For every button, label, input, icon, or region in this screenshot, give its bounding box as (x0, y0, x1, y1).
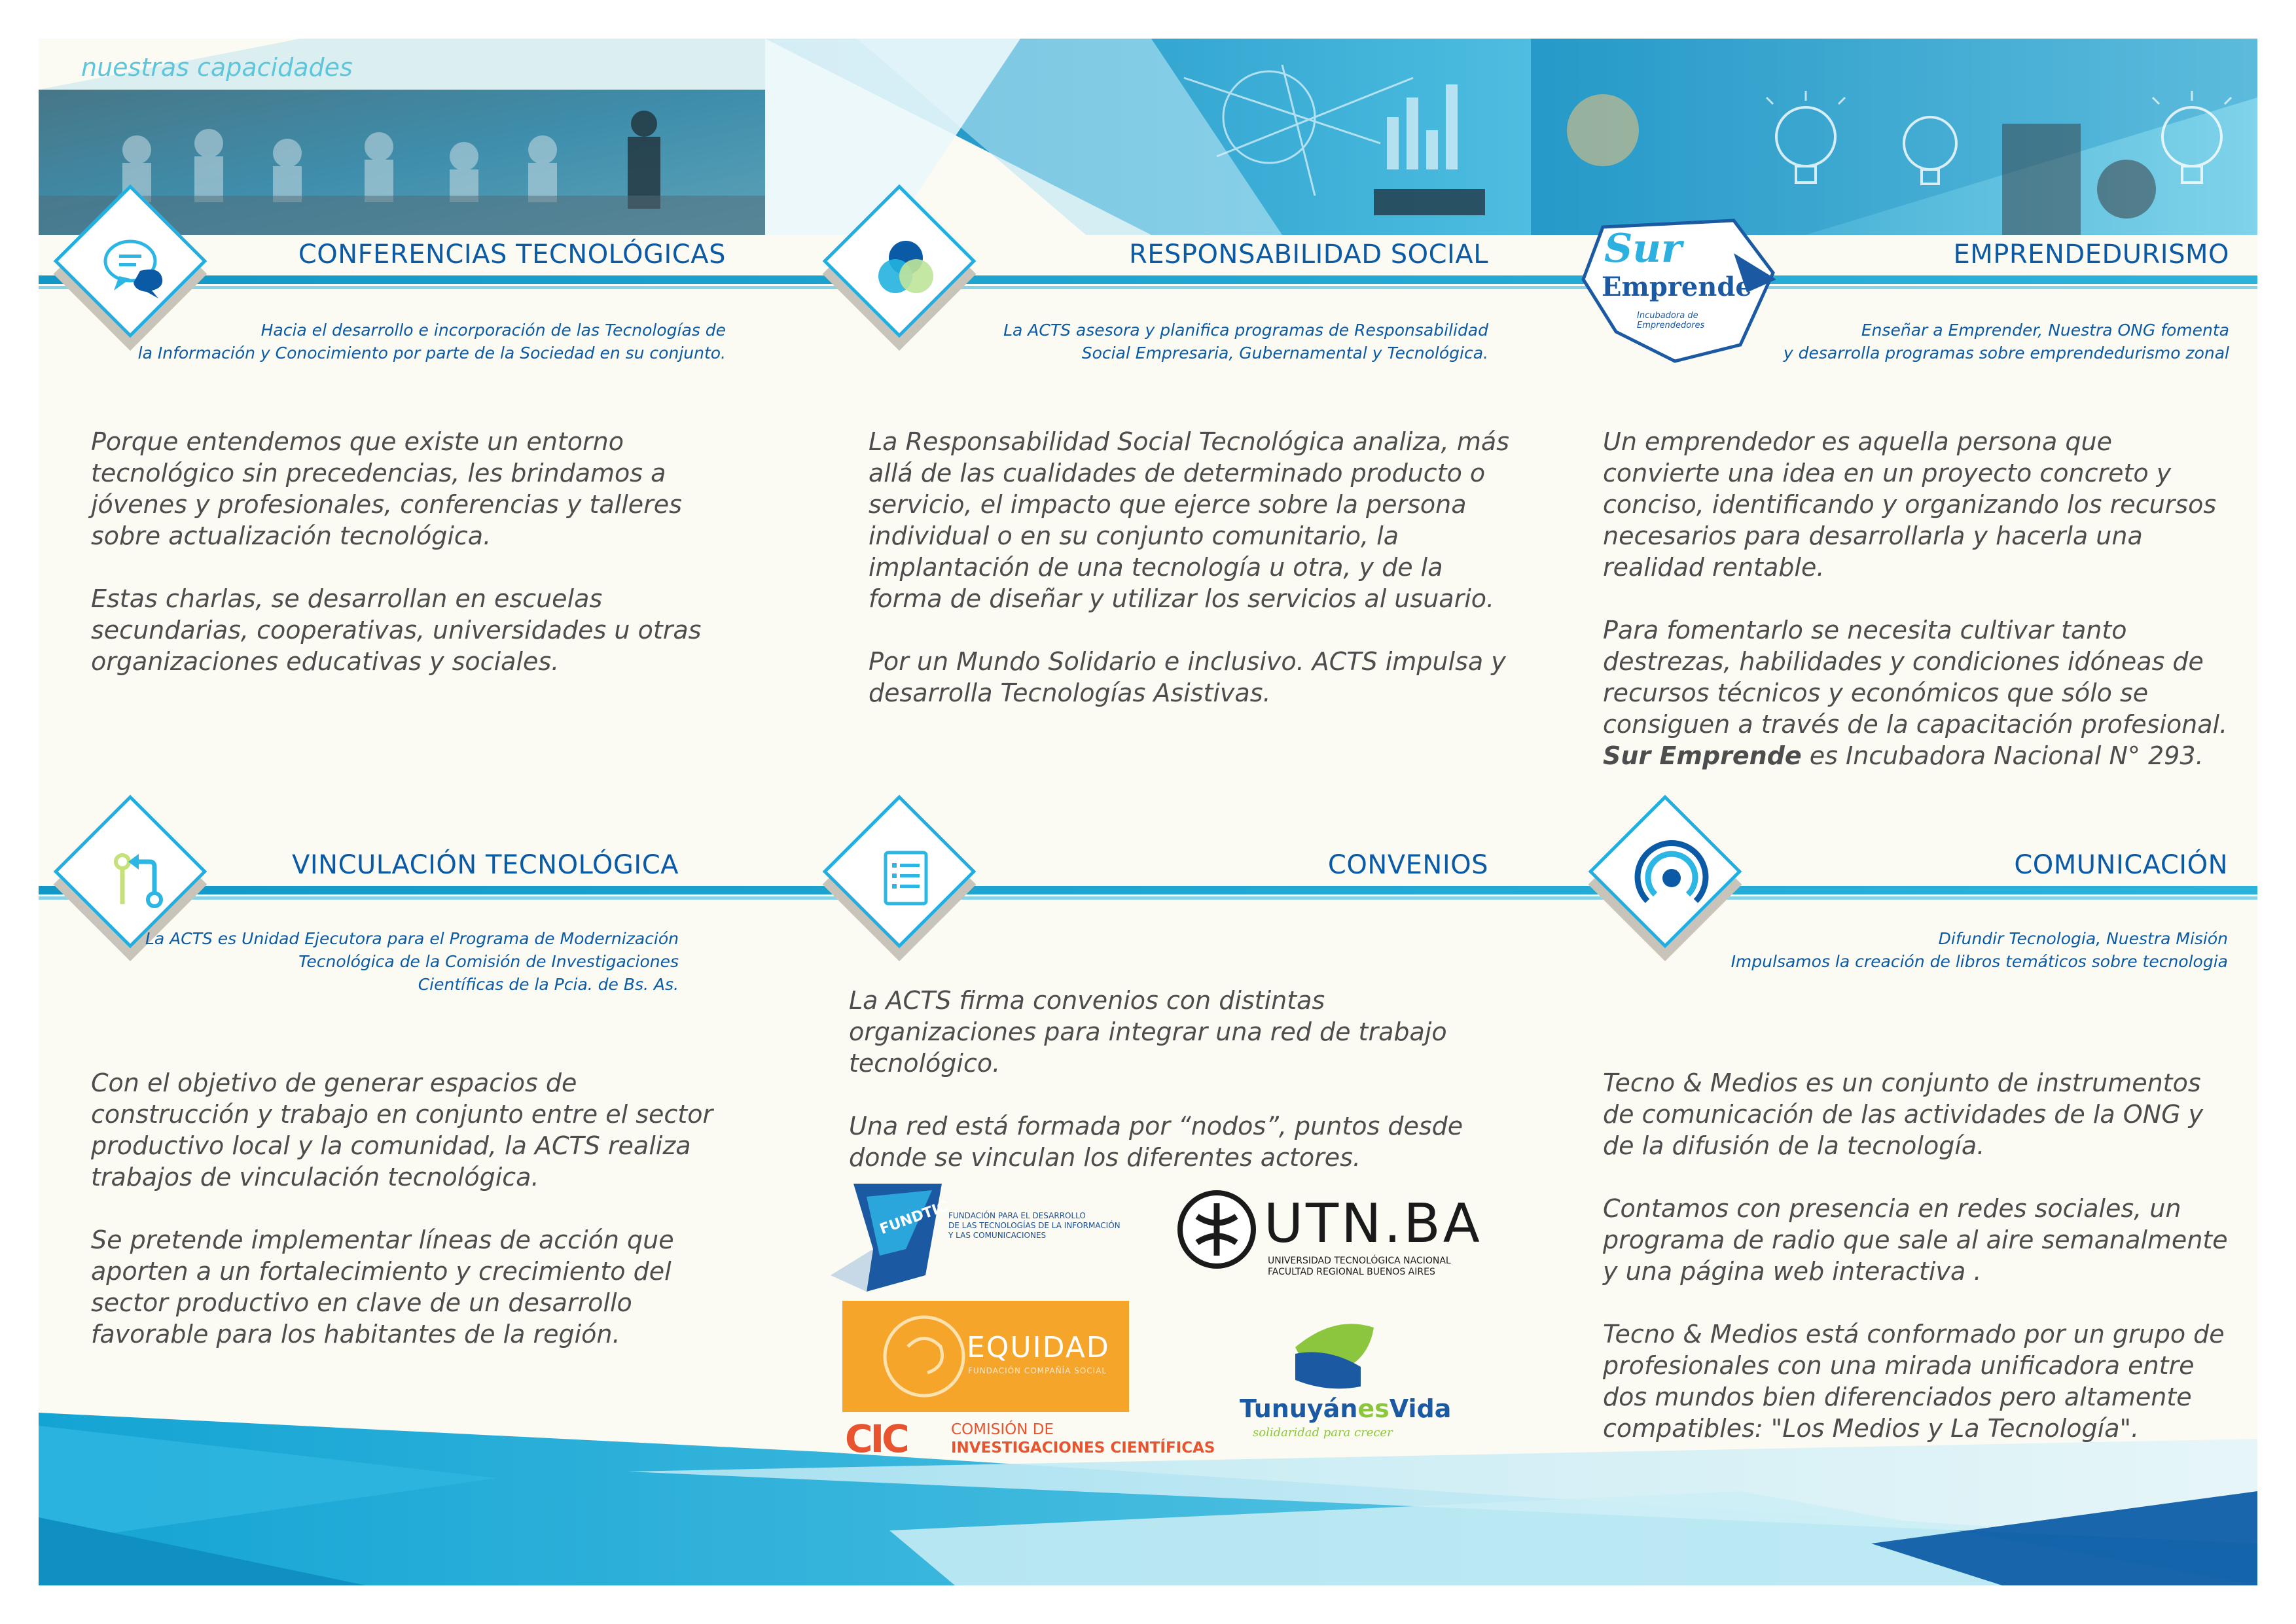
utn-name: UTN.BA (1264, 1193, 1482, 1255)
convenios-title: CONVENIOS (1327, 850, 1488, 880)
sur-emprende-tagline: Incubadora de Emprendedores (1637, 311, 1705, 330)
emprendedurismo-body (1603, 426, 2231, 803)
header-tagline: nuestras capacidades (81, 53, 353, 82)
emprendedurismo-para-2: Para fomentarlo se necesita cultivar tanto destrezas, habilidades y condiciones idóneas de recursos técnicos y económicos que sólo se consiguen a través de la capacitación profesional. Sur Emprende es Incubadora Nacional N° 293. (1603, 616, 2228, 770)
utn-emblem (1177, 1190, 1256, 1269)
checklist-icon (863, 836, 948, 921)
equidad-name: EQUIDAD (967, 1331, 1110, 1364)
utn-description: UNIVERSIDAD TECNOLÓGICA NACIONAL FACULTAD REGIONAL BUENOS AIRES (1268, 1256, 1451, 1277)
convenios-body (849, 985, 1497, 1205)
comunicacion-subtitle: Difundir Tecnologia, Nuestra Misión Impulsamos la creación de libros temáticos sobre tecnologia (1731, 929, 2228, 971)
comunicacion-para-3: Tecno & Medios está conformado por un grupo de profesionales con una mirada unificadora entre dos mundos bien diferenciados pero altamente compatibles: "Los Medios y La Tecnología". (1603, 1320, 2225, 1443)
vinculacion-para-2: Se pretende implementar líneas de acción que aporten a un fortalecimiento y crecimiento del sector productivo en clave de un desarrollo favorable para los habitantes de la región. (91, 1226, 674, 1349)
vinculacion-title: VINCULACIÓN TECNOLÓGICA (292, 850, 679, 880)
comunicacion-para-1: Tecno & Medios es un conjunto de instrumentos de comunicación de las actividades de la ONG y de la difusión de la tecnología. (1603, 1068, 2204, 1160)
equidad-emblem (875, 1307, 973, 1405)
emprendedurismo-para-1: Un emprendedor es aquella persona que convierte una idea en un proyecto concreto y conciso, identificando y organizando los recursos necesarios para desarrollarla y hacerla una realidad rentable. (1603, 427, 2217, 582)
fundtic-emblem (827, 1177, 952, 1295)
sur-emprende-inline: Sur Emprende (1603, 741, 1802, 770)
tunuyan-description: solidaridad para crecer (1253, 1426, 1393, 1439)
utn-logo (1177, 1190, 1482, 1282)
header-banner (39, 39, 2257, 235)
cic-name: CIC (845, 1417, 907, 1461)
tunuyan-emblem (1289, 1321, 1380, 1393)
fundtic-description: FUNDACIÓN PARA EL DESARROLLO DE LAS TECNOLOGÍAS DE LA INFORMACIÓN Y LAS COMUNICACIONES (948, 1211, 1121, 1240)
vinculacion-subtitle: La ACTS es Unidad Ejecutora para el Programa de Modernización Tecnológica de la Comisión de Investigaciones Científicas de la Pcia. de Bs. As. (145, 929, 679, 994)
route-arrow-icon (94, 836, 179, 921)
vinculacion-para-1: Con el objetivo de generar espacios de construcción y trabajo en conjunto entre el sector productivo local y la comunidad, la ACTS realiza trabajos de vinculación tecnológica. (91, 1068, 713, 1192)
conferencias-body (91, 426, 719, 709)
cic-logo (845, 1417, 1215, 1464)
fundtic-logo (827, 1177, 1122, 1295)
responsabilidad-para-2: Por un Mundo Solidario e inclusivo. ACTS impulsa y desarrolla Tecnologías Asistivas. (869, 647, 1506, 707)
comunicacion-body (1603, 1067, 2231, 1475)
emprendedurismo-subtitle: Enseñar a Emprender, Nuestra ONG fomenta y desarrolla programas sobre emprendedurismo zonal (1783, 321, 2229, 362)
divider-band-top (39, 275, 2257, 284)
responsabilidad-para-1: La Responsabilidad Social Tecnológica analiza, más allá de las cualidades de determinado producto o servicio, el impacto que ejerce sobre la persona individual o en su conjunto comunitario, la implantación de una tecnología u otra, y de la forma de diseñar y utilizar los servicios al usuario. (869, 427, 1509, 613)
convenios-para-2: Una red está formada por “nodos”, puntos desde donde se vinculan los diferentes actores. (849, 1112, 1463, 1172)
emprendedurismo-title: EMPRENDEDURISMO (1953, 239, 2229, 270)
conferencias-subtitle: Hacia el desarrollo e incorporación de las Tecnologías de la Información y Conocimiento por parte de la Sociedad en su conjunto. (137, 321, 726, 362)
conferencias-para-1: Porque entendemos que existe un entorno tecnológico sin precedencias, les brindamos a jóvenes y profesionales, conferencias y talleres sobre actualización tecnológica. (91, 427, 682, 550)
convenios-para-1: La ACTS firma convenios con distintas organizaciones para integrar una red de trabajo tecnológico. (849, 986, 1447, 1078)
speech-bubbles-icon (94, 225, 179, 310)
equidad-logo (842, 1301, 1129, 1412)
sur-emprende-word-2: Emprende (1602, 272, 1752, 302)
brochure-sheet (39, 39, 2257, 1585)
equidad-description: FUNDACIÓN COMPAÑÍA SOCIAL (968, 1366, 1107, 1375)
conferencias-title: CONFERENCIAS TECNOLÓGICAS (298, 239, 726, 270)
cic-description: COMISIÓN DE INVESTIGACIONES CIENTÍFICAS (951, 1421, 1215, 1456)
venn-circles-icon (863, 225, 948, 310)
responsabilidad-body (869, 426, 1510, 740)
comunicacion-para-2: Contamos con presencia en redes sociales, un programa de radio que sale al aire semanalmente y una página web interactiva . (1603, 1194, 2228, 1286)
broadcast-icon (1629, 836, 1714, 921)
sur-emprende-word-1: Sur (1604, 226, 1682, 272)
tunuyan-name: TunuyánesVida (1240, 1394, 1452, 1423)
conferencias-para-2: Estas charlas, se desarrollan en escuelas secundarias, cooperativas, universidades u otras organizaciones educativas y sociales. (91, 584, 702, 676)
responsabilidad-subtitle: La ACTS asesora y planifica programas de Responsabilidad Social Empresaria, Gubernamental y Tecnológica. (1003, 321, 1488, 362)
divider-band-bottom (39, 886, 2257, 894)
vinculacion-body (91, 1067, 719, 1381)
responsabilidad-title: RESPONSABILIDAD SOCIAL (1128, 239, 1488, 270)
tunuyan-logo (1240, 1321, 1452, 1445)
comunicacion-title: COMUNICACIÓN (2014, 850, 2228, 880)
fundtic-name: FUNDTIC (878, 1198, 950, 1238)
